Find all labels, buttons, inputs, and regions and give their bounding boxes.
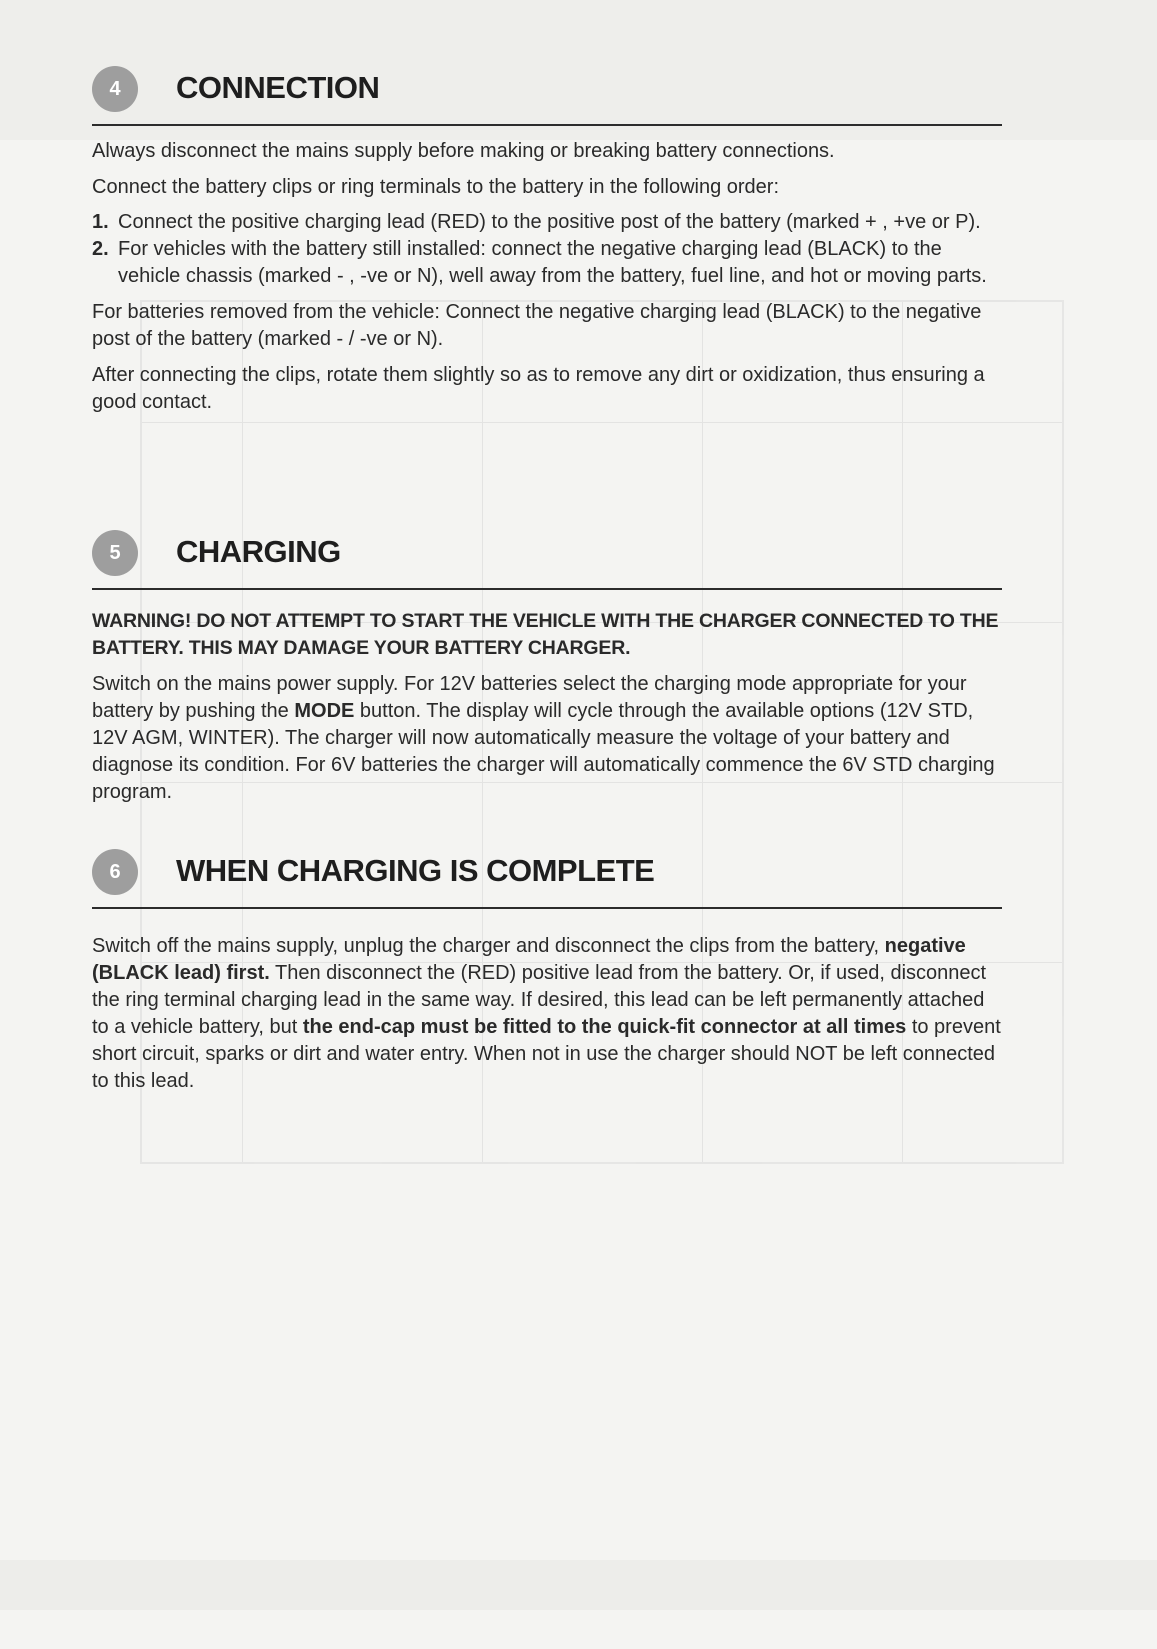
section-divider (92, 588, 1002, 590)
connection-steps (92, 209, 1002, 290)
section-title: CHARGING (176, 534, 341, 569)
section-header (92, 843, 1002, 899)
paragraph: Switch on the mains power supply. For 12V batteries select the charging mode appropriate for your battery by pushing the MODE button. The display will cycle through the available options (12V STD, 12V AGM, WINTER). The charger will now automatically measure the voltage of your battery and diagnose its condition. For 6V batteries the charger will automatically commence the 6V STD charging program. (92, 673, 995, 803)
bottom-bleed (0, 1560, 1157, 1610)
section-connection (92, 60, 1002, 416)
paragraph: For batteries removed from the vehicle: Connect the negative charging lead (BLACK) to the negative post of the battery (marked - / -ve or N). (92, 301, 982, 350)
section-title: CONNECTION (176, 70, 380, 105)
paragraph: Always disconnect the mains supply before making or breaking battery connections. (92, 140, 835, 162)
mode-label: MODE (294, 700, 355, 722)
section-number-badge: 6 (92, 849, 138, 895)
section-number-badge: 5 (92, 530, 138, 576)
list-item: 1. Connect the positive charging lead (RED) to the positive post of the battery (marked + , +ve or P). (92, 211, 981, 233)
section-title: WHEN CHARGING IS COMPLETE (176, 853, 655, 888)
paragraph: Connect the battery clips or ring terminals to the battery in the following order: (92, 176, 780, 198)
list-item: 2. For vehicles with the battery still installed: connect the negative charging lead (BLACK) to the vehicle chassis (marked - , -ve or N), well away from the battery, fuel line, and hot or moving parts. (92, 238, 987, 287)
section-divider (92, 124, 1002, 126)
section-charging (92, 524, 1002, 806)
section-divider (92, 907, 1002, 909)
warning-text: WARNING! DO NOT ATTEMPT TO START THE VEHICLE WITH THE CHARGER CONNECTED TO THE BATTERY. THIS MAY DAMAGE YOUR BATTERY CHARGER. (92, 610, 999, 659)
section-header (92, 60, 1002, 116)
paragraph: Switch off the mains supply, unplug the charger and disconnect the clips from the battery, negative (BLACK lead) first. Then disconnect the (RED) positive lead from the battery. Or, if used, disconnect the ring terminal charging lead in the same way. If desired, this lead can be left permanently attached to a vehicle battery, but the end-cap must be fitted to the quick-fit connector at all times to prevent short circuit, sparks or dirt and water entry. When not in use the charger should NOT be left connected to this lead. (92, 935, 1001, 1092)
section-number-badge: 4 (92, 66, 138, 112)
section-complete (92, 843, 1002, 1095)
paragraph: After connecting the clips, rotate them slightly so as to remove any dirt or oxidization, thus ensuring a good contact. (92, 364, 985, 413)
section-header (92, 524, 1002, 580)
